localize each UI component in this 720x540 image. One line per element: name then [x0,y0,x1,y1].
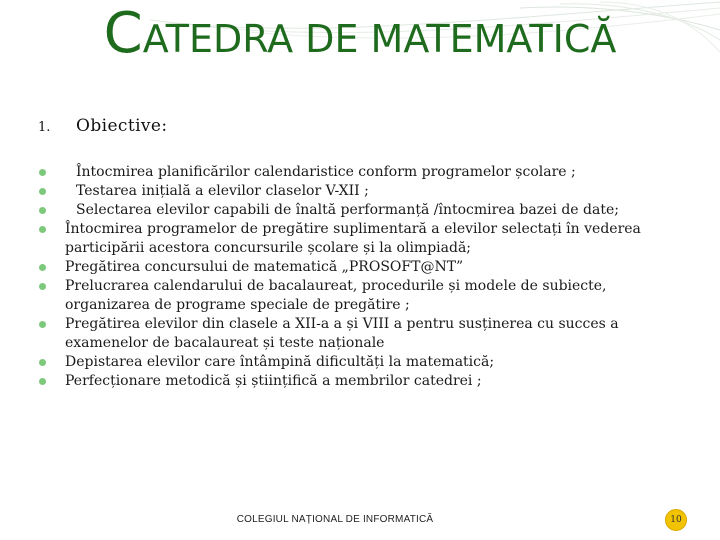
bullet-icon [39,226,46,233]
section-number: 1. [38,120,51,135]
page-number-badge: 10 [665,509,687,531]
list-item: Testarea inițială a elevilor claselor V-XII ; [38,182,668,201]
list-item: Perfecționare metodică și științifică a membrilor catedrei ; [38,372,668,391]
objectives-list [38,163,668,391]
bullet-icon [39,378,46,385]
footer-text: COLEGIUL NAȚIONAL DE INFORMATICĂ [236,514,434,525]
list-item: Pregătirea elevilor din clasele a XII-a a și VIII a pentru susținerea cu succes a examenelor de bacalaureat și teste naționale [38,315,668,353]
bullet-icon [39,359,46,366]
list-item: Întocmirea planificărilor calendaristice conform programelor școlare ; [38,163,668,182]
section-heading-text: Obiective: [76,116,168,136]
title-first-letter: C [103,1,143,66]
bullet-icon [39,321,46,328]
list-item: Prelucrarea calendarului de bacalaureat, procedurile și modele de subiecte, organizarea de programe speciale de pregătire ; [38,277,668,315]
section-heading [38,116,168,136]
list-item: Depistarea elevilor care întâmpină dificultăți la matematică; [38,353,668,372]
list-item: Întocmirea programelor de pregătire suplimentară a elevilor selectați în vederea participării acestora concursurile școlare și la olimpiadă; [38,220,668,258]
title-rest: ATEDRA DE MATEMATICĂ [142,17,617,61]
bullet-icon [39,264,46,271]
footer [0,514,720,525]
page-title [0,1,720,66]
bullet-icon [39,169,46,176]
list-item: Selectarea elevilor capabili de înaltă performanță /întocmirea bazei de date; [38,201,668,220]
bullet-icon [39,188,46,195]
list-item: Pregătirea concursului de matematică „PROSOFT@NT” [38,258,668,277]
bullet-icon [39,283,46,290]
bullet-icon [39,207,46,214]
